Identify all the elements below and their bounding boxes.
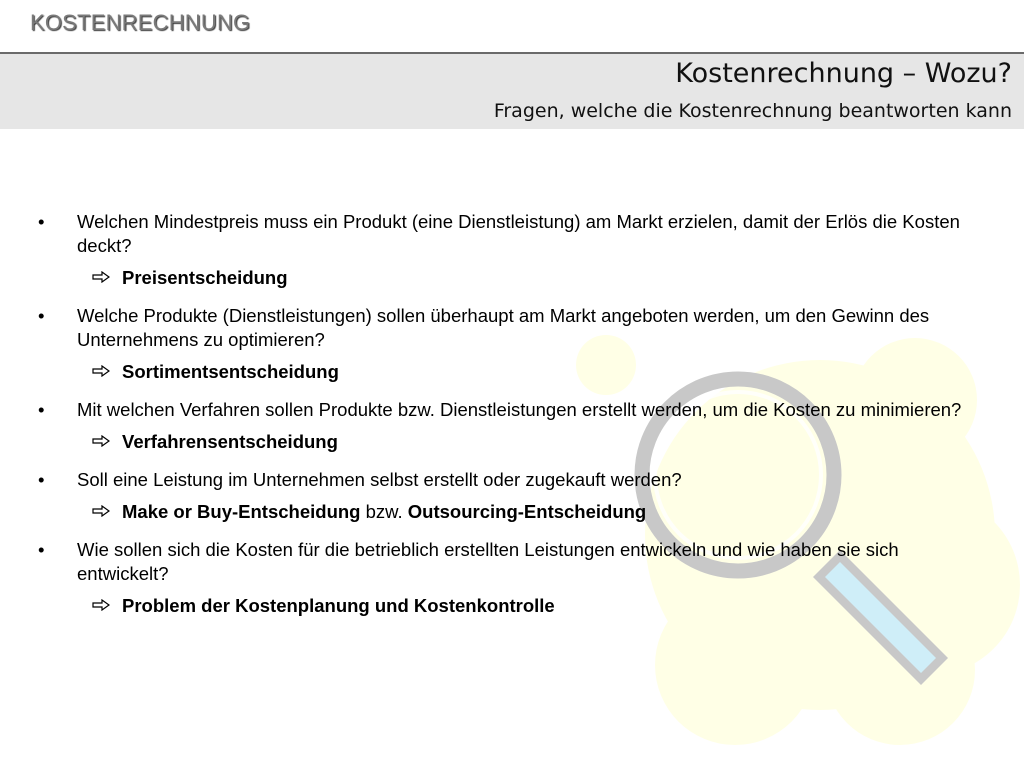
list-item	[36, 210, 976, 290]
question-list	[36, 210, 976, 632]
question-text: • Soll eine Leistung im Unternehmen selbst erstellt oder zugekauft werden?	[38, 469, 682, 490]
question-text: • Welche Produkte (Dienstleistungen) sollen überhaupt am Markt angeboten werden, um den Gewinn des Unternehmens zu optimieren?	[38, 305, 930, 350]
arrow-right-icon	[92, 365, 110, 377]
list-item	[36, 398, 976, 454]
bullet: •	[38, 539, 45, 560]
answer-text: Verfahrensentscheidung	[122, 431, 338, 452]
page-subtitle: Fragen, welche die Kostenrechnung beantworten kann	[493, 100, 1012, 122]
answer-text-2: Outsourcing-Entscheidung	[407, 501, 647, 522]
answer-line	[36, 360, 976, 384]
answer-line	[36, 266, 976, 290]
arrow-right-icon	[92, 599, 110, 611]
bullet: •	[38, 399, 45, 420]
answer-line	[36, 500, 976, 524]
title-band	[0, 52, 1024, 129]
answer-line	[36, 594, 976, 618]
answer-text: Make or Buy-Entscheidung	[122, 501, 361, 522]
answer-text: Problem der Kostenplanung und Kostenkontrolle	[122, 595, 555, 616]
bullet: •	[38, 469, 45, 490]
answer-line	[36, 430, 976, 454]
answer-connector: bzw.	[360, 501, 408, 522]
question-text: • Welchen Mindestpreis muss ein Produkt (eine Dienstleistung) am Markt erzielen, damit der Erlös die Kosten deckt?	[38, 211, 960, 256]
arrow-right-icon	[92, 505, 110, 517]
bullet: •	[38, 305, 45, 326]
page-title: Kostenrechnung – Wozu?	[675, 58, 1012, 89]
section-label: KOSTENRECHNUNG	[30, 10, 251, 35]
arrow-right-icon	[92, 435, 110, 447]
list-item	[36, 304, 976, 384]
question-text: • Mit welchen Verfahren sollen Produkte bzw. Dienstleistungen erstellt werden, um die Kosten zu minimieren?	[38, 399, 962, 420]
bullet: •	[38, 211, 45, 232]
list-item	[36, 468, 976, 524]
answer-text: Preisentscheidung	[122, 267, 288, 288]
arrow-right-icon	[92, 271, 110, 283]
question-text: • Wie sollen sich die Kosten für die betrieblich erstellten Leistungen entwickeln und wie haben sie sich entwickelt?	[38, 539, 899, 584]
list-item	[36, 538, 976, 618]
answer-text: Sortimentsentscheidung	[122, 361, 339, 382]
